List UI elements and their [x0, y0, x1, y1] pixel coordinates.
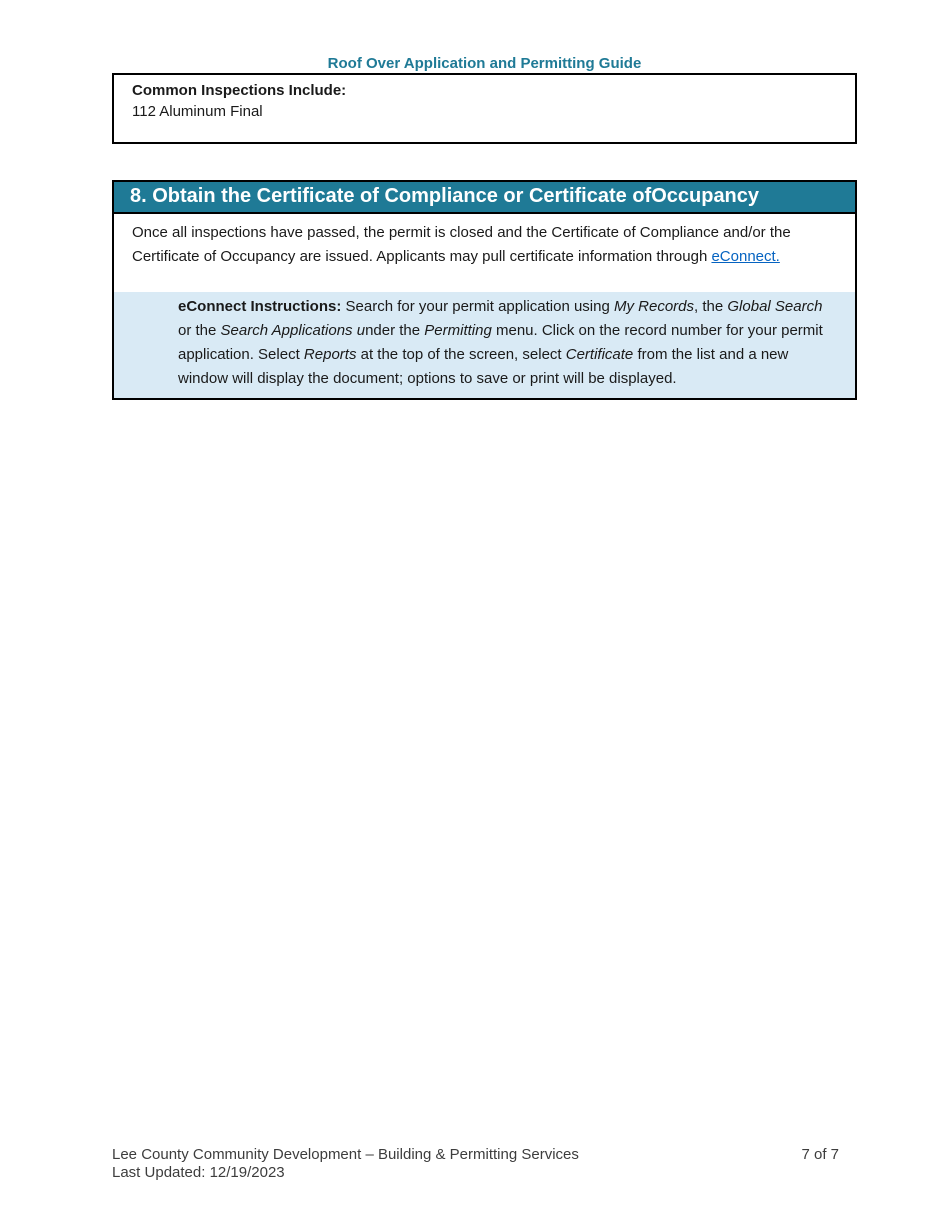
econnect-seg-5: menu. Click on the record number for your permit application. Select: [178, 322, 823, 363]
econnect-instructions-callout: [114, 292, 855, 398]
econnect-seg-1: Search for your permit application using: [341, 298, 614, 315]
inspections-heading: Common Inspections Include:: [132, 82, 347, 99]
econnect-seg-3: or the: [178, 322, 221, 339]
common-inspections-box: [112, 73, 857, 144]
footer-organization: Lee County Community Development – Building & Permitting Services: [112, 1146, 579, 1163]
econnect-italic-search-applications: Search Applications u: [220, 322, 366, 339]
econnect-italic-certificate: Certificate: [565, 346, 634, 363]
footer-last-updated: Last Updated: 12/19/2023: [112, 1164, 285, 1181]
econnect-seg-2: , the: [694, 298, 728, 315]
econnect-italic-global-search: Global Search: [727, 298, 823, 315]
econnect-seg-4: nder the: [365, 322, 425, 339]
econnect-instructions-label: eConnect Instructions:: [178, 298, 342, 315]
econnect-seg-6: at the top of the screen, select: [356, 346, 566, 363]
page-footer: [112, 1146, 839, 1182]
econnect-link[interactable]: eConnect.: [711, 248, 780, 265]
footer-page-number: 7 of 7: [801, 1146, 839, 1163]
section-8-paragraph-text: Once all inspections have passed, the permit is closed and the Certificate of Compliance and/or the Certificate of Occupancy are issued. Applicants may pull certificate information through: [132, 224, 791, 265]
section-8-paragraph: [114, 214, 855, 269]
inspection-item: 112 Aluminum Final: [132, 103, 263, 120]
econnect-italic-reports: Reports: [303, 346, 357, 363]
section-8: [112, 180, 857, 400]
econnect-italic-permitting: Permitting: [424, 322, 492, 339]
section-8-heading: 8. Obtain the Certificate of Compliance or Certificate ofOccupancy: [114, 182, 855, 214]
econnect-seg-7: from the list and a new window will display the document; options to save or print will be displayed.: [178, 346, 789, 387]
econnect-italic-my-records: My Records: [614, 298, 695, 315]
page-content: [112, 0, 857, 400]
document-title: Roof Over Application and Permitting Guide: [327, 55, 642, 72]
